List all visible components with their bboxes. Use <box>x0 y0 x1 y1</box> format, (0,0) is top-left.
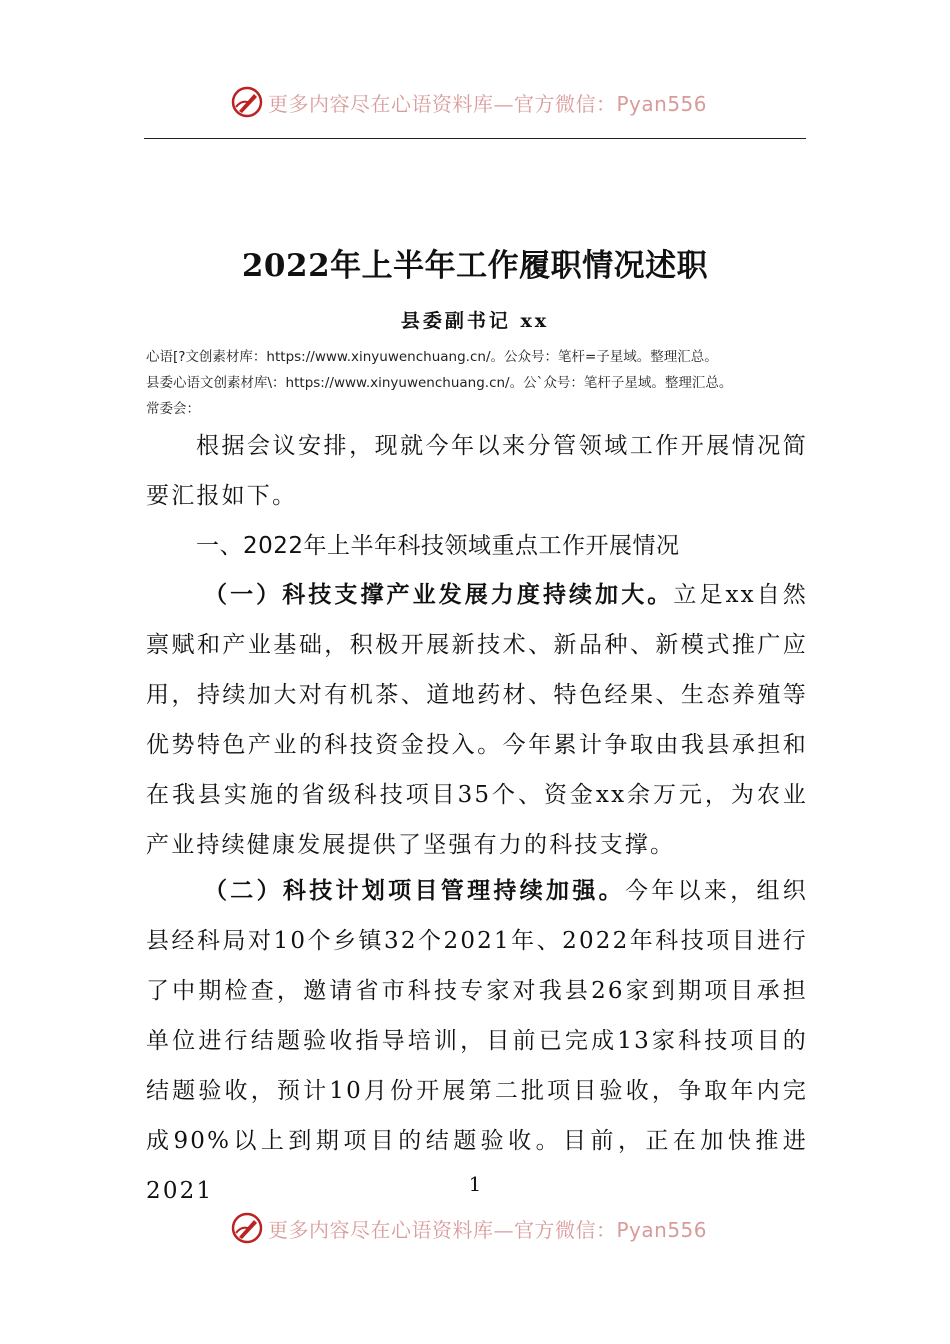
header-rule <box>144 138 806 139</box>
item-2-lead: （二）科技计划项目管理持续加强。 <box>204 877 625 904</box>
document-title: 2022年上半年工作履职情况述职 <box>241 248 709 284</box>
pen-logo-icon <box>230 1211 264 1245</box>
item-1-lead: （一）科技支撑产业发展力度持续加大。 <box>204 581 674 608</box>
source-note-1: 心语[?文创素材库：https://www.xinyuwenchuang.cn/。公众号：笔杆=子星域。整理汇总。 <box>146 349 718 365</box>
item-1-body: 立足xx自然禀赋和产业基础，积极开展新技术、新品种、新模式推广应用，持续加大对有机茶、道地药材、特色经果、生态养殖等优势特色产业的科技资金投入。今年累计争取由我县承担和在我县实施的省级科技项目35个、资金xx余万元，为农业产业持续健康发展提供了坚强有力的科技支撑。 <box>146 582 808 858</box>
paragraph-item-2 <box>146 866 808 1216</box>
salutation: 常委会： <box>146 401 200 417</box>
item-2-body: 今年以来，组织县经科局对10个乡镇32个2021年、2022年科技项目进行了中期检查，邀请省市科技专家对我县26家到期项目承担单位进行结题验收指导培训，目前已完成13家科技项目的结题验收，预计10月份开展第二批项目验收，争取年内完成90%以上到期项目的结题验收。目前，正在加快推进2021 <box>146 878 809 1204</box>
paragraph-item-1 <box>146 570 808 870</box>
pen-logo-icon <box>230 85 264 119</box>
footer-banner <box>0 1208 950 1248</box>
section-heading: 一、2022年上半年科技领域重点工作开展情况 <box>196 533 680 559</box>
document-subtitle: 县委副书记 xx <box>400 310 550 332</box>
banner-content <box>230 82 707 122</box>
banner-text: 更多内容尽在心语资料库—官方微信：Pyan556 <box>268 91 708 116</box>
header-banner <box>0 82 950 122</box>
source-note-2: 县委心语文创素材库\：https://www.xinyuwenchuang.cn/。公`众号：笔杆子星域。整理汇总。 <box>146 375 733 391</box>
footer-banner-text: 更多内容尽在心语资料库—官方微信：Pyan556 <box>268 1217 708 1242</box>
footer-banner-content <box>230 1208 707 1248</box>
page-number: 1 <box>468 1172 482 1196</box>
footer-banner-handle: Pyan556 <box>616 1217 708 1242</box>
intro-paragraph: 根据会议安排，现就今年以来分管领域工作开展情况简要汇报如下。 <box>146 433 808 509</box>
banner-handle: Pyan556 <box>616 91 708 116</box>
